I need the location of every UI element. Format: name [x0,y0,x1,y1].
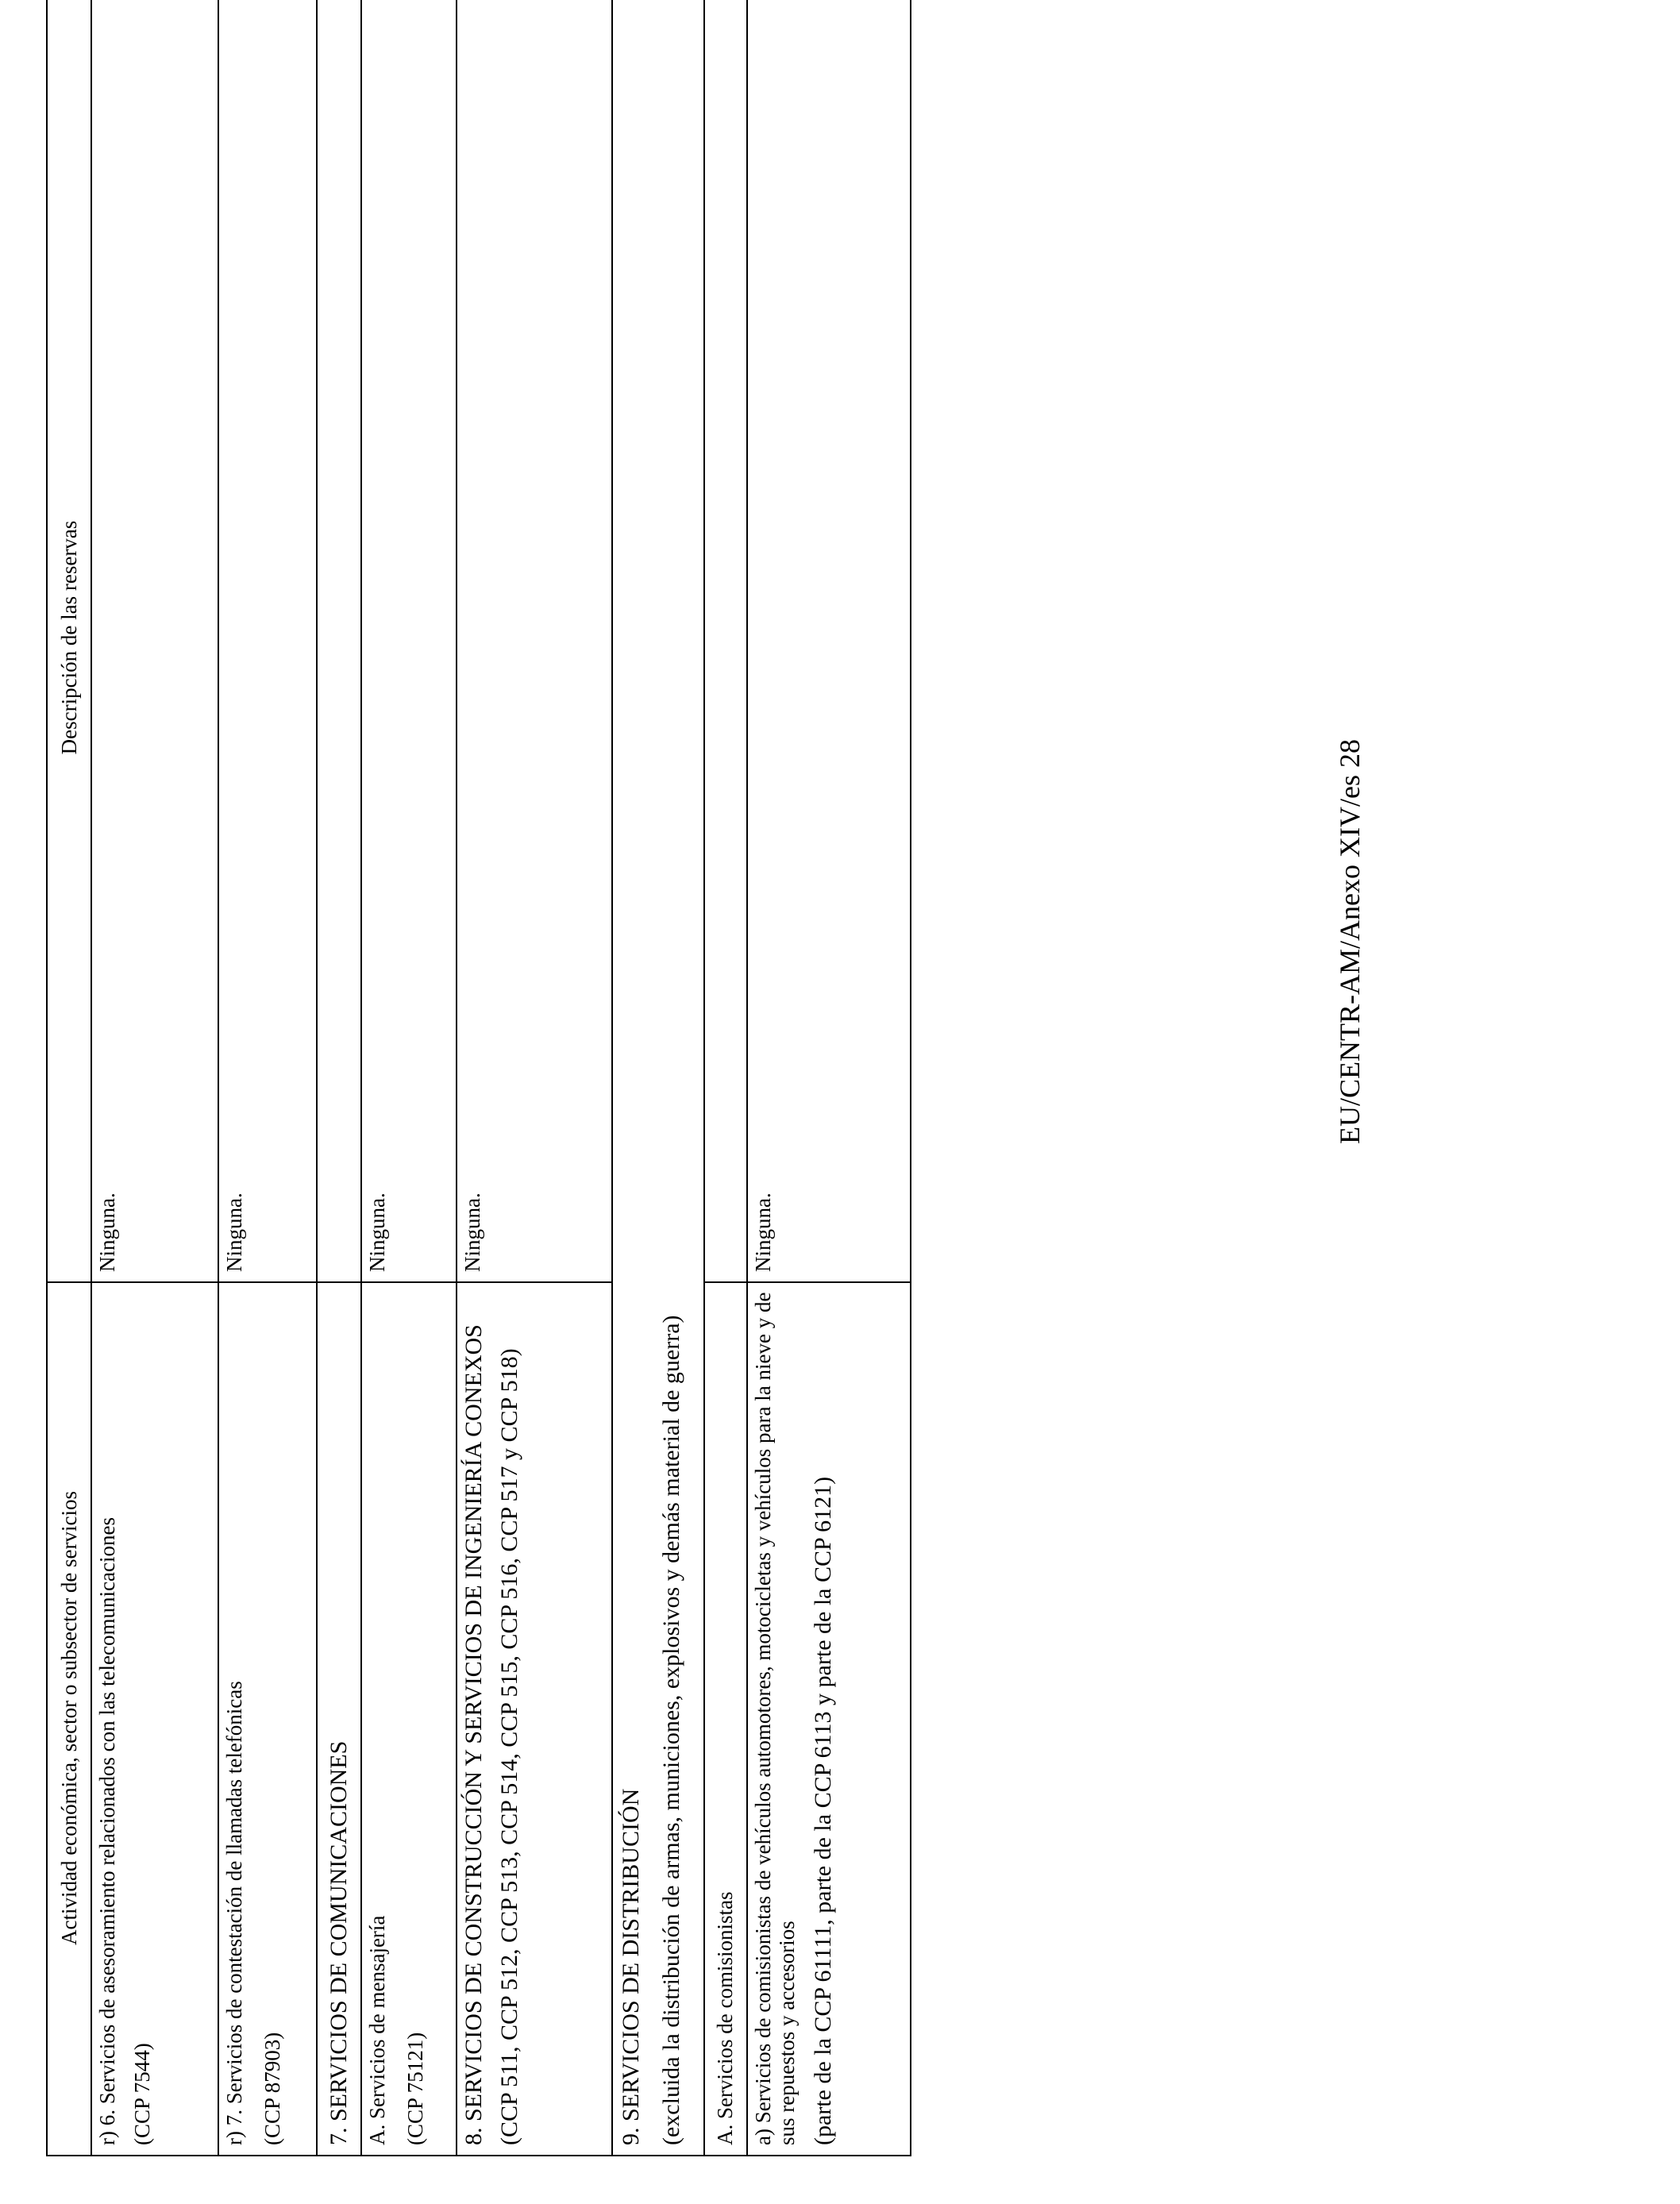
activity-cell [92,1281,218,2155]
reserva-cell: Ninguna. [460,1193,484,1272]
ccp-code: (CCP 87903) [260,2032,284,2145]
header-activity: Actividad económica, sector o subsector de servicios [48,1281,91,2155]
activity-text: 8. SERVICIOS DE CONSTRUCCIÓN Y SERVICIOS DE INGENIERÍA CONEXOS [460,1324,487,2145]
activity-cell [219,1281,316,2155]
section-title: A. Servicios de comisionistas [705,1281,746,2155]
reserva-cell: Ninguna. [751,1193,775,1272]
table-row [92,0,219,2155]
section-note: (excluida la distribución de armas, municiones, explosivos y demás material de guerra) [658,1315,684,2145]
activity-text: A. Servicios de mensajería [365,1915,389,2145]
header-description: Descripción de las reservas [57,520,81,755]
activity-text: a) Servicios de comisionistas de vehículos automotores, motocicletas y vehículos para la nieve y de sus repuestos y accesorios [751,1292,799,2145]
ccp-code: (parte de la CCP 61111, parte de la CCP 6113 y parte de la CCP 6121) [810,1476,836,2145]
activity-cell [362,1281,456,2155]
table-row [362,0,457,2155]
table-header-row [48,0,92,2155]
section-row [318,0,362,2155]
ccp-code: (CCP 7544) [130,2043,154,2145]
activity-text: r) 7. Servicios de contestación de llamadas telefónicas [222,1681,246,2145]
table-row [219,0,318,2155]
page-footer: EU/CENTR-AM/Anexo XIV/es 28 [1334,739,1366,1144]
table-row [748,0,911,2155]
activity-cell [457,1281,611,2155]
section-title: 7. SERVICIOS DE COMUNICACIONES [318,1281,360,2155]
reserva-cell: Ninguna. [95,1193,119,1272]
reserva-cell: Ninguna. [222,1193,246,1272]
reservations-table [46,0,911,2156]
section-row [613,0,705,2155]
section-title: 9. SERVICIOS DE DISTRIBUCIÓN [618,1788,644,2145]
reserva-cell: Ninguna. [365,1193,389,1272]
section-row [705,0,748,2155]
section-cell [613,0,703,2155]
ccp-code: (CCP 75121) [403,2032,427,2145]
table-row [457,0,613,2155]
activity-cell [748,1281,911,2155]
activity-text: r) 6. Servicios de asesoramiento relacionados con las telecomunicaciones [95,1517,119,2145]
ccp-code: (CCP 511, CCP 512, CCP 513, CCP 514, CCP 515, CCP 516, CCP 517 y CCP 518) [496,1348,522,2145]
